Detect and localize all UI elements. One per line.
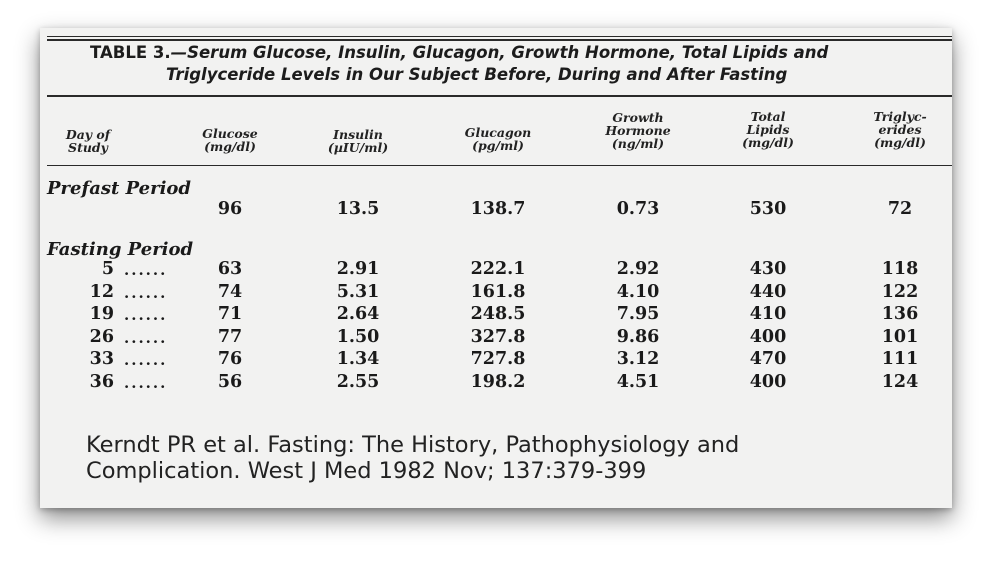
day-cell: 36: [89, 371, 114, 392]
column-header-line: Total: [750, 109, 786, 124]
table-cell: 4.10: [616, 281, 660, 302]
table-cell: 400: [749, 326, 787, 347]
table-cell: 71: [217, 304, 243, 324]
header-bottom-rule: [47, 165, 952, 166]
dot-leader: ......: [124, 283, 168, 302]
day-cell: 12: [89, 281, 114, 302]
column-header-line: (mg/dl): [874, 135, 926, 150]
table-cell: 470: [749, 349, 787, 369]
header-top-rule: [47, 95, 952, 97]
table-cell: 118: [881, 259, 919, 279]
table-cell: 0.73: [616, 199, 660, 219]
table-cell: 530: [749, 199, 787, 219]
table-cell: 101: [881, 326, 919, 347]
column-header-line: Study: [68, 140, 108, 155]
top-rule-double: [47, 39, 952, 41]
top-rule: [47, 36, 952, 37]
table-cell: 76: [217, 349, 243, 369]
day-cell: 5: [101, 259, 114, 279]
column-header-line: Triglyc-: [873, 109, 927, 124]
table-cell: 136: [881, 304, 919, 324]
dot-leader: ......: [124, 306, 168, 324]
dot-leader: ......: [124, 328, 168, 347]
column-header: [298, 128, 418, 154]
column-header: [578, 111, 698, 150]
column-header: [840, 110, 952, 149]
table-cell: 2.64: [336, 304, 380, 324]
table-cell: 77: [217, 326, 243, 347]
table-cell: 198.2: [470, 371, 526, 392]
column-header-line: (µIU/ml): [327, 140, 389, 155]
column-header-line: Glucose: [202, 126, 258, 141]
table-cell: 5.31: [336, 281, 380, 302]
table-cell: 13.5: [336, 199, 380, 219]
column-header-line: Growth: [612, 110, 664, 125]
table-cell: 430: [749, 259, 787, 279]
column-header: [708, 110, 828, 149]
column-header-line: (pg/ml): [472, 138, 524, 153]
table-cell: 1.34: [336, 349, 380, 369]
column-header-line: Hormone: [605, 123, 671, 138]
column-header: [170, 127, 290, 153]
dot-leader: ......: [124, 373, 168, 392]
table-cell: 9.86: [616, 326, 660, 347]
table-cell: 400: [749, 371, 787, 392]
table-cell: 74: [217, 281, 243, 302]
column-header: [438, 126, 558, 152]
table-cell: 138.7: [470, 199, 526, 219]
table-cell: 161.8: [470, 281, 526, 302]
table-cell: 72: [887, 199, 913, 219]
table-cell: 248.5: [470, 304, 526, 324]
table-cell: 96: [217, 199, 243, 219]
table-title: [90, 42, 930, 86]
table-cell: 1.50: [336, 326, 380, 347]
dot-leader: ......: [124, 261, 168, 279]
table-cell: 727.8: [470, 349, 526, 369]
table-cell: 440: [749, 281, 787, 302]
table-card: [40, 28, 952, 508]
column-header-line: Lipids: [746, 122, 790, 137]
table-cell: 63: [217, 259, 243, 279]
column-header-line: (mg/dl): [204, 139, 256, 154]
column-header-line: Insulin: [333, 127, 383, 142]
dot-leader: ......: [124, 351, 168, 369]
table-cell: 3.12: [616, 349, 660, 369]
column-header-line: erides: [878, 122, 922, 137]
fasting-period-label: Fasting Period: [47, 239, 194, 260]
day-cell: 26: [89, 326, 114, 347]
citation-line2: Complication. West J Med 1982 Nov; 137:379-399: [86, 458, 647, 484]
table-cell: 222.1: [470, 259, 526, 279]
column-header: [40, 128, 148, 154]
table-title-line1: —Serum Glucose, Insulin, Glucagon, Growth Hormone, Total Lipids and: [170, 43, 829, 62]
column-header-line: (mg/dl): [742, 135, 794, 150]
table-title-line2: Triglyceride Levels in Our Subject Before, During and After Fasting: [166, 65, 788, 84]
table-cell: 327.8: [470, 326, 526, 347]
table-cell: 122: [881, 281, 919, 302]
column-header-line: Glucagon: [464, 125, 532, 140]
prefast-period-label: Prefast Period: [47, 178, 192, 199]
table-cell: 2.92: [616, 259, 660, 279]
table-label: TABLE 3.: [90, 43, 171, 62]
table-cell: 124: [881, 371, 919, 392]
table-cell: 2.91: [336, 259, 380, 279]
citation: [86, 432, 739, 484]
table-cell: 111: [881, 349, 919, 369]
column-header-line: Day of: [65, 127, 111, 142]
table-cell: 2.55: [336, 371, 380, 392]
table-cell: 56: [217, 371, 243, 392]
table-cell: 4.51: [616, 371, 660, 392]
table-cell: 7.95: [616, 304, 660, 324]
table-cell: 410: [749, 304, 787, 324]
column-header-line: (ng/ml): [611, 136, 665, 151]
day-cell: 33: [89, 349, 114, 369]
citation-line1: Kerndt PR et al. Fasting: The History, Pathophysiology and: [86, 432, 740, 458]
day-cell: 19: [89, 304, 114, 324]
